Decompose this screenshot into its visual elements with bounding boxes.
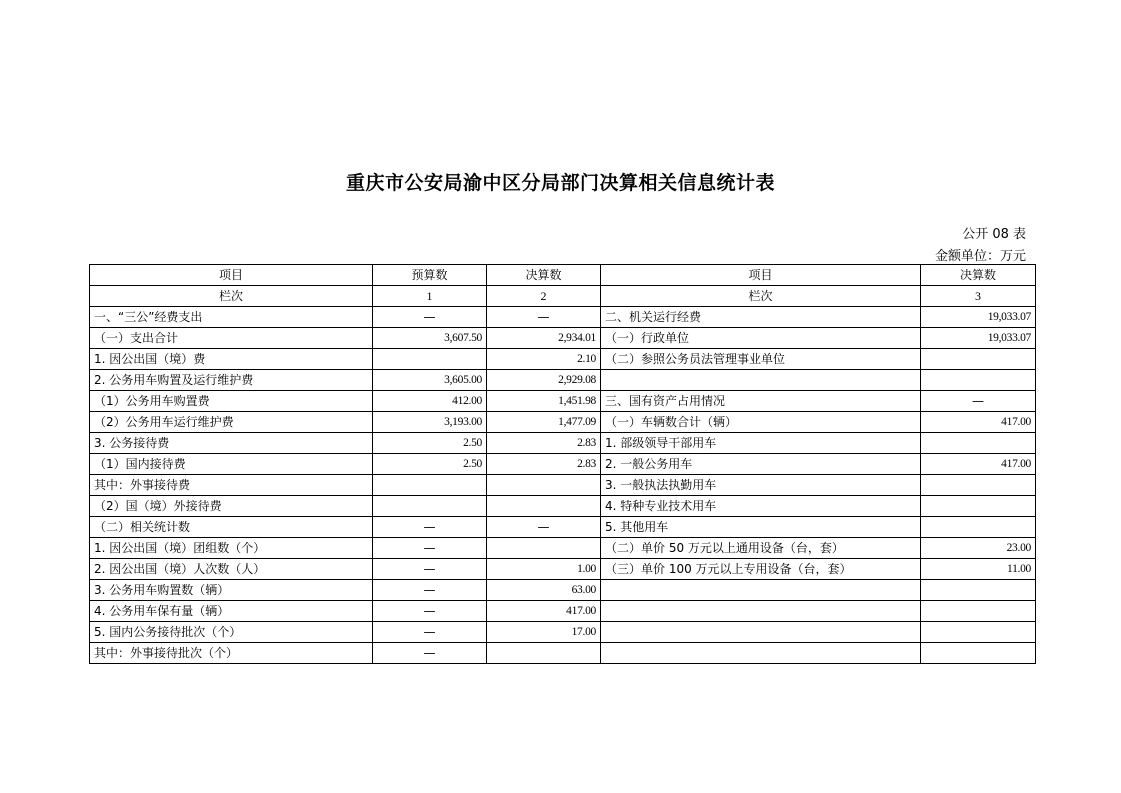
table-cell-right-final <box>921 601 1036 622</box>
table-cell-left: 一、“三公”经费支出 <box>90 307 373 328</box>
table-cell-final: — <box>487 517 601 538</box>
table-cell-right: 三、国有资产占用情况 <box>601 391 921 412</box>
table-cell-right-final: 19,033.07 <box>921 307 1036 328</box>
table-row <box>90 643 1036 664</box>
table-row <box>90 328 1036 349</box>
table-cell-right-final <box>921 643 1036 664</box>
table-code: 公开 08 表 <box>962 227 1026 242</box>
table-cell-right-final: 19,033.07 <box>921 328 1036 349</box>
table-row <box>90 454 1036 475</box>
table-cell-final <box>487 643 601 664</box>
table-cell-right: （二）参照公务员法管理事业单位 <box>601 349 921 370</box>
table-cell-right: （一）行政单位 <box>601 328 921 349</box>
table-cell-right-final <box>921 475 1036 496</box>
column-index-left-label: 栏次 <box>90 286 373 307</box>
table-cell-right: 1. 部级领导干部用车 <box>601 433 921 454</box>
header-right-final: 决算数 <box>921 265 1036 286</box>
table-row <box>90 370 1036 391</box>
table-cell-final: 2.83 <box>487 433 601 454</box>
column-index-2: 2 <box>487 286 601 307</box>
table-cell-final: 17.00 <box>487 622 601 643</box>
table-cell-final: 1.00 <box>487 559 601 580</box>
table-row <box>90 559 1036 580</box>
table-cell-final: 2,929.08 <box>487 370 601 391</box>
table-cell-budget: 3,193.00 <box>373 412 487 433</box>
table-cell-right: 4. 特种专业技术用车 <box>601 496 921 517</box>
document-title: 重庆市公安局渝中区分局部门决算相关信息统计表 <box>345 172 775 194</box>
table-cell-budget <box>373 496 487 517</box>
table-cell-budget: 3,607.50 <box>373 328 487 349</box>
table-cell-final: 2,934.01 <box>487 328 601 349</box>
table-cell-right: 3. 一般执法执勤用车 <box>601 475 921 496</box>
table-cell-right-final <box>921 433 1036 454</box>
table-cell-right: （三）单价 100 万元以上专用设备（台，套） <box>601 559 921 580</box>
table-cell-final: 417.00 <box>487 601 601 622</box>
table-cell-right: （一）车辆数合计（辆） <box>601 412 921 433</box>
table-cell-right <box>601 643 921 664</box>
table-cell-right: 2. 一般公务用车 <box>601 454 921 475</box>
table-row <box>90 433 1036 454</box>
table-cell-final: 1,477.09 <box>487 412 601 433</box>
table-row <box>90 580 1036 601</box>
table-cell-right-final: — <box>921 391 1036 412</box>
table-cell-budget: — <box>373 601 487 622</box>
table-cell-right-final <box>921 622 1036 643</box>
table-cell-right: 5. 其他用车 <box>601 517 921 538</box>
table-cell-budget: 412.00 <box>373 391 487 412</box>
table-cell-left: （2）公务用车运行维护费 <box>90 412 373 433</box>
table-cell-final: 1,451.98 <box>487 391 601 412</box>
table-cell-budget: 2.50 <box>373 454 487 475</box>
table-cell-right-final: 11.00 <box>921 559 1036 580</box>
table-cell-budget <box>373 349 487 370</box>
header-left-item: 项目 <box>90 265 373 286</box>
table-row <box>90 538 1036 559</box>
table-cell-final: 63.00 <box>487 580 601 601</box>
table-cell-right-final: 23.00 <box>921 538 1036 559</box>
table-cell-left: 2. 公务用车购置及运行维护费 <box>90 370 373 391</box>
table-row <box>90 496 1036 517</box>
table-cell-right-final <box>921 370 1036 391</box>
table-cell-right-final: 417.00 <box>921 412 1036 433</box>
table-row <box>90 601 1036 622</box>
table-cell-final <box>487 496 601 517</box>
table-cell-budget: — <box>373 580 487 601</box>
table-cell-right: 二、机关运行经费 <box>601 307 921 328</box>
table-cell-left: 1. 因公出国（境）费 <box>90 349 373 370</box>
table-row <box>90 307 1036 328</box>
table-cell-right <box>601 622 921 643</box>
table-cell-budget: — <box>373 307 487 328</box>
amount-unit: 金额单位：万元 <box>934 249 1026 264</box>
header-final: 决算数 <box>487 265 601 286</box>
table-row <box>90 622 1036 643</box>
statistics-table <box>89 264 1036 664</box>
table-cell-right-final: 417.00 <box>921 454 1036 475</box>
table-cell-left: 其中：外事接待费 <box>90 475 373 496</box>
table-row <box>90 475 1036 496</box>
table-cell-left: 3. 公务用车购置数（辆） <box>90 580 373 601</box>
table-cell-left: 3. 公务接待费 <box>90 433 373 454</box>
column-index-row <box>90 286 1036 307</box>
table-cell-final: 2.83 <box>487 454 601 475</box>
table-row <box>90 412 1036 433</box>
table-cell-left: （一）支出合计 <box>90 328 373 349</box>
table-cell-budget <box>373 475 487 496</box>
table-cell-left: 5. 国内公务接待批次（个） <box>90 622 373 643</box>
table-cell-right: （二）单价 50 万元以上通用设备（台，套） <box>601 538 921 559</box>
table-cell-right <box>601 601 921 622</box>
table-cell-budget: — <box>373 559 487 580</box>
table-cell-budget: — <box>373 643 487 664</box>
table-row <box>90 391 1036 412</box>
table-cell-right-final <box>921 349 1036 370</box>
header-right-item: 项目 <box>601 265 921 286</box>
table-cell-left: （2）国（境）外接待费 <box>90 496 373 517</box>
table-cell-budget: — <box>373 622 487 643</box>
table-cell-budget: 2.50 <box>373 433 487 454</box>
table-cell-left: （二）相关统计数 <box>90 517 373 538</box>
table-row <box>90 517 1036 538</box>
table-cell-right <box>601 580 921 601</box>
table-cell-left: 2. 因公出国（境）人次数（人） <box>90 559 373 580</box>
column-index-3: 3 <box>921 286 1036 307</box>
table-cell-budget: — <box>373 517 487 538</box>
table-cell-final <box>487 475 601 496</box>
header-budget: 预算数 <box>373 265 487 286</box>
table-cell-right <box>601 370 921 391</box>
table-row <box>90 349 1036 370</box>
table-cell-left: （1）公务用车购置费 <box>90 391 373 412</box>
table-cell-left: （1）国内接待费 <box>90 454 373 475</box>
table-cell-left: 4. 公务用车保有量（辆） <box>90 601 373 622</box>
table-cell-final <box>487 538 601 559</box>
table-cell-right-final <box>921 496 1036 517</box>
table-cell-budget: 3,605.00 <box>373 370 487 391</box>
table-header-row <box>90 265 1036 286</box>
column-index-right-label: 栏次 <box>601 286 921 307</box>
table-cell-final: 2.10 <box>487 349 601 370</box>
column-index-1: 1 <box>373 286 487 307</box>
table-cell-left: 其中：外事接待批次（个） <box>90 643 373 664</box>
table-cell-final: — <box>487 307 601 328</box>
table-cell-budget: — <box>373 538 487 559</box>
table-cell-right-final <box>921 517 1036 538</box>
table-cell-right-final <box>921 580 1036 601</box>
table-cell-left: 1. 因公出国（境）团组数（个） <box>90 538 373 559</box>
